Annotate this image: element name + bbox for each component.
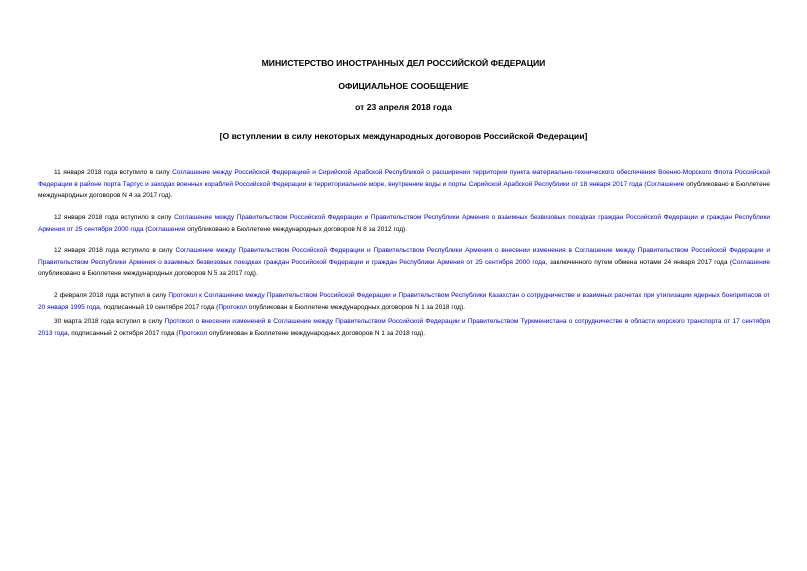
paragraph-4-tail: опубликован в Бюллетене международных договоров N 1 за 2018 год). xyxy=(246,303,465,311)
paragraph-3 xyxy=(38,245,770,280)
treaty-link[interactable]: Протокол к Соглашению между Правительством Российской Федерации и Правительством Республики Казахстан о сотрудничестве и взаимных расчетах при утилизации ядерных боеприпасов от 20 января 1995 года xyxy=(38,292,771,311)
paragraph-2-mid: ( xyxy=(143,225,148,233)
paragraph-3-intro: 12 января 2018 года вступило в силу xyxy=(54,247,176,254)
paragraph-1-intro: 11 января 2018 года вступило в силу xyxy=(54,169,173,176)
paragraph-3-mid: , заключенного путем обмена нотами 24 января 2017 года ( xyxy=(545,258,733,266)
paragraph-5-tail: опубликован в Бюллетене международных договоров N 1 за 2018 год). xyxy=(207,329,426,337)
ministry-heading: МИНИСТЕРСТВО ИНОСТРАННЫХ ДЕЛ РОССИЙСКОЙ ФЕДЕРАЦИИ xyxy=(261,58,546,68)
publication-link[interactable]: Соглашение xyxy=(732,258,770,266)
publication-link[interactable]: Протокол xyxy=(218,303,247,311)
paragraph-2-tail: опубликовано в Бюллетене международных договоров N 8 за 2012 год). xyxy=(185,225,408,233)
paragraph-4-mid: , подписанный 19 сентября 2017 года ( xyxy=(99,303,219,311)
paragraph-5-mid: , подписанный 2 октября 2017 года ( xyxy=(67,329,179,337)
paragraph-1-tail: опубликовано в Бюллетене международных договоров N 4 за 2017 год). xyxy=(38,180,771,200)
document-subject: [О вступлении в силу некоторых международных договоров Российской Федерации] xyxy=(219,131,588,141)
paragraph-1 xyxy=(38,167,770,202)
document-type-heading: ОФИЦИАЛЬНОЕ СООБЩЕНИЕ xyxy=(338,81,469,91)
treaty-link[interactable]: Соглашение между Правительством Российской Федерации и Правительством Республики Армения о внесении изменения в Соглашение между Правительством Российской Федерации и Правительством Республики Армения о взаимных безвизовых поездках граждан Российской Федерации и граждан Республики Армения от 25 сентября 2000 года xyxy=(38,247,770,266)
publication-link[interactable]: Соглашение xyxy=(646,180,685,188)
paragraph-4 xyxy=(38,290,770,313)
publication-link[interactable]: Соглашение xyxy=(147,225,186,233)
treaty-link[interactable]: Соглашение между Правительством Российской Федерации и Правительством Республики Армения о взаимных безвизовых поездках граждан Российской Федерации и граждан Республики Армения от 25 сентября 2000 года xyxy=(38,214,770,233)
paragraph-2 xyxy=(38,212,770,235)
paragraph-5-intro: 30 марта 2018 года вступил в силу xyxy=(54,318,165,325)
publication-link[interactable]: Протокол xyxy=(178,329,208,337)
paragraph-2-intro: 12 января 2018 года вступило в силу xyxy=(54,214,175,221)
treaty-link[interactable]: Соглашение между Российской Федерацией и Сирийской Арабской Республикой о расширении территории пункта материально-технического обеспечения Военно-Морского Флота Российской Федерации в районе порта Тартус и заходах военных кораблей Российской Федерации в территориальное море, внутренние воды и порты Сирийской Арабской Республики от 18 января 2017 года xyxy=(38,169,770,188)
treaty-link[interactable]: Протокол о внесении изменений в Соглашение между Правительством Российской Федерации и Правительством Туркменистана о сотрудничестве в области морского транспорта от 17 сентября 2013 года xyxy=(38,318,770,337)
paragraph-4-intro: 2 февраля 2018 года вступил в силу xyxy=(54,292,169,299)
paragraph-1-mid: ( xyxy=(642,180,647,188)
paragraph-5 xyxy=(38,316,770,339)
paragraph-3-tail: опубликовано в Бюллетене международных договоров N 5 за 2017 год). xyxy=(38,270,258,278)
document-date: от 23 апреля 2018 года xyxy=(355,102,452,112)
